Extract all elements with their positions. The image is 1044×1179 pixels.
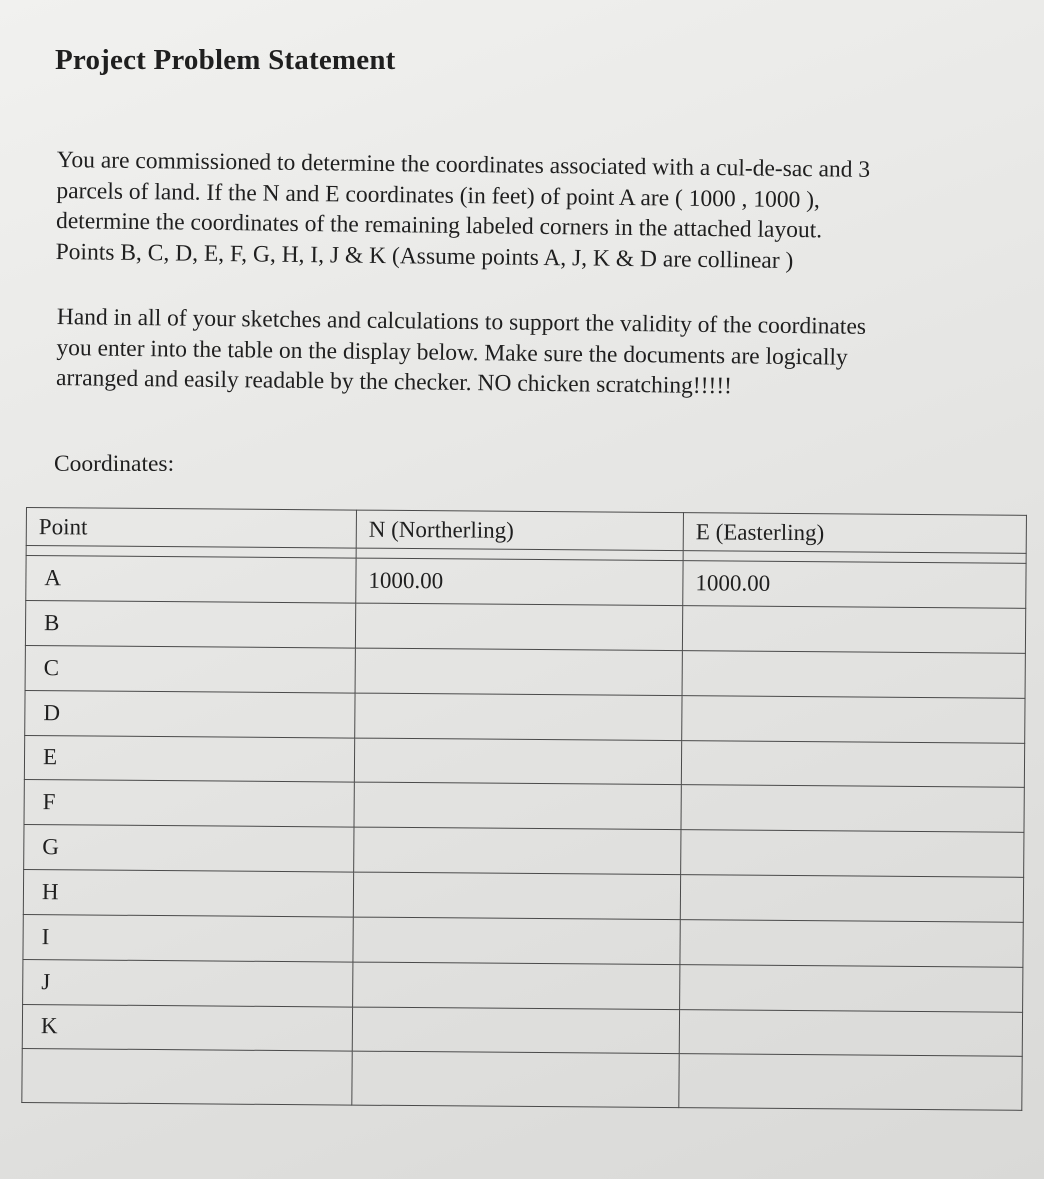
table-row: [22, 1049, 1022, 1110]
easting-cell[interactable]: [682, 606, 1025, 654]
point-cell: [22, 1049, 352, 1105]
easting-cell[interactable]: [681, 740, 1024, 788]
table-row: [25, 645, 1025, 698]
point-cell: I: [23, 914, 353, 961]
coordinates-label: Coordinates:: [54, 451, 175, 477]
northing-cell[interactable]: 1000.00: [356, 558, 683, 605]
instructions-paragraph: [56, 302, 997, 405]
point-cell: K: [22, 1004, 352, 1051]
table-row: [25, 600, 1025, 653]
paragraph-line: parcels of land. If the N and E coordinates (in feet) of point A are ( 1000 , 1000 ),: [56, 177, 821, 213]
easting-cell[interactable]: [680, 920, 1023, 968]
table-row: [24, 735, 1024, 788]
point-cell: F: [24, 780, 354, 827]
easting-cell[interactable]: [681, 830, 1024, 878]
header-northing: N (Northerling): [356, 510, 683, 551]
northing-cell[interactable]: [352, 1007, 679, 1054]
coordinates-table-container: [21, 507, 1026, 1111]
northing-cell[interactable]: [353, 872, 680, 919]
easting-cell[interactable]: [679, 1009, 1022, 1057]
paragraph-line: You are commissioned to determine the coordinates associated with a cul-de-sac and 3: [56, 146, 871, 183]
northing-cell[interactable]: [354, 827, 681, 874]
table-row: [25, 690, 1025, 743]
paragraph-line: determine the coordinates of the remaining labeled corners in the attached layout.: [55, 207, 823, 244]
paragraph-line: Points B, C, D, E, F, G, H, I, J & K (Assume points A, J, K & D are collinear ): [55, 238, 794, 274]
easting-cell[interactable]: [680, 875, 1023, 923]
page-title: Project Problem Statement: [55, 44, 396, 76]
northing-cell[interactable]: [354, 738, 681, 785]
coordinates-table: [21, 507, 1027, 1111]
table-row: [26, 556, 1026, 609]
table-row: [23, 914, 1023, 967]
problem-paragraph: [56, 145, 997, 278]
easting-cell[interactable]: 1000.00: [683, 561, 1026, 609]
northing-cell[interactable]: [355, 603, 682, 650]
header-easting: E (Easterling): [683, 513, 1026, 554]
easting-cell[interactable]: [682, 695, 1025, 743]
easting-cell[interactable]: [681, 785, 1024, 833]
northing-cell[interactable]: [355, 693, 682, 740]
easting-cell[interactable]: [680, 964, 1023, 1012]
paragraph-line: arranged and easily readable by the checker. NO chicken scratching!!!!!: [55, 364, 733, 400]
paragraph-line: Hand in all of your sketches and calculations to support the validity of the coordinates: [56, 303, 867, 340]
point-cell: A: [26, 556, 356, 603]
northing-cell[interactable]: [353, 962, 680, 1009]
northing-cell[interactable]: [353, 917, 680, 964]
table-row: [24, 780, 1024, 833]
table-row: [22, 1004, 1022, 1057]
northing-cell[interactable]: [354, 782, 681, 829]
table-row: [23, 870, 1023, 923]
table-row: [24, 825, 1024, 878]
point-cell: E: [24, 735, 354, 782]
point-cell: H: [23, 870, 353, 917]
northing-cell[interactable]: [355, 648, 682, 695]
northing-cell[interactable]: [352, 1051, 679, 1107]
point-cell: C: [25, 645, 355, 692]
point-cell: B: [25, 600, 355, 647]
point-cell: J: [23, 959, 353, 1006]
table-row: [23, 959, 1023, 1012]
paragraph-line: you enter into the table on the display below. Make sure the documents are logically: [56, 334, 848, 371]
point-cell: D: [25, 690, 355, 737]
header-point: Point: [26, 508, 356, 549]
point-cell: G: [24, 825, 354, 872]
easting-cell[interactable]: [679, 1054, 1022, 1110]
easting-cell[interactable]: [682, 650, 1025, 698]
